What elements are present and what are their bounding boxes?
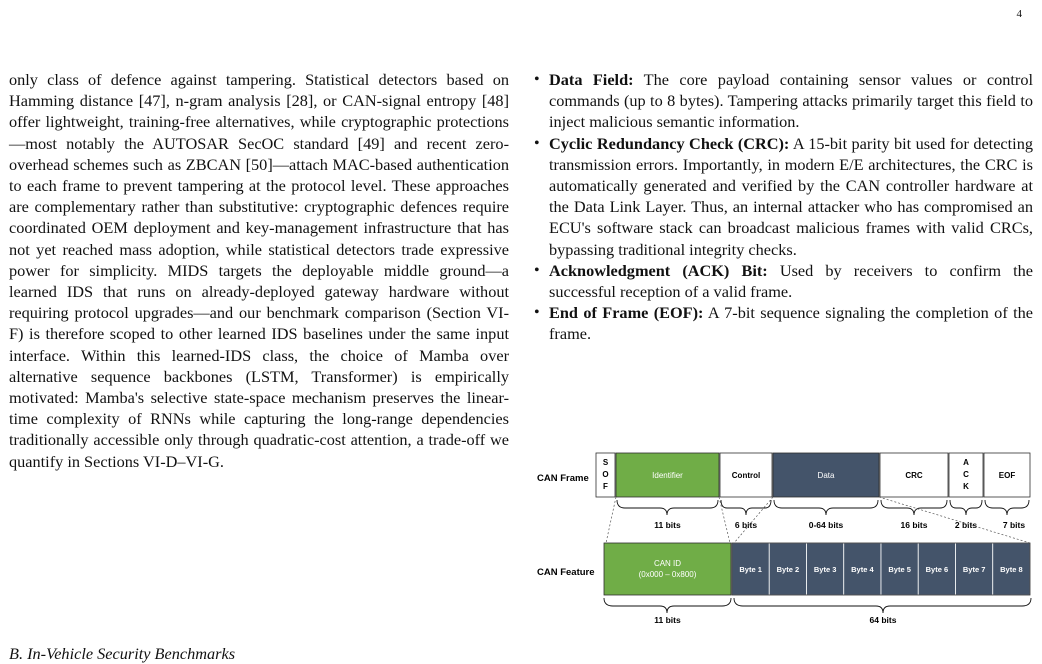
feature-byte-label: Byte 4 xyxy=(851,565,874,574)
bullet-term: Data Field: xyxy=(549,70,634,89)
brace-identifier xyxy=(617,500,718,515)
bits-identifier: 11 bits xyxy=(654,520,681,530)
bullet-term: Acknowledgment (ACK) Bit: xyxy=(549,260,768,280)
field-control-label: Control xyxy=(731,471,761,480)
section-heading: B. In-Vehicle Security Benchmarks xyxy=(9,644,236,663)
bullet-term: End of Frame (EOF): xyxy=(549,303,704,323)
can-frame-figure xyxy=(534,447,1034,632)
label-can-feature: CAN Feature xyxy=(537,567,595,578)
feature-byte-label: Byte 3 xyxy=(813,565,837,574)
bits-data: 0-64 bits xyxy=(808,520,844,530)
map-line-id-left xyxy=(606,497,616,543)
bullet-ack xyxy=(533,260,1033,302)
right-column xyxy=(533,69,1033,345)
ack-letter-a: A xyxy=(963,458,969,467)
can-feature-row xyxy=(604,543,1030,595)
field-data-label: Data xyxy=(817,471,835,480)
sof-letter-o: O xyxy=(602,470,609,479)
brace-control xyxy=(721,500,771,515)
field-crc-label: CRC xyxy=(905,471,923,480)
bullet-text: A 15-bit parity bit used for detecting transmission errors. Importantly, in modern E/E architectures, the CRC is automatically generated and verified by the CAN controller hardware at the Data Link Layer. Thus, an internal attacker who has compromised an ECU's software stack can broadcast malicious frames with valid CRCs, bypassing traditional integrity checks. xyxy=(549,133,1033,259)
ack-letter-c: C xyxy=(963,470,969,479)
sof-letter-f: F xyxy=(603,482,608,491)
left-column xyxy=(9,69,509,472)
feature-byte-label: Byte 5 xyxy=(888,565,911,574)
bits-bytes: 64 bits xyxy=(869,615,897,625)
feature-byte-label: Byte 6 xyxy=(925,565,949,574)
brace-eof xyxy=(985,500,1029,515)
bits-control: 6 bits xyxy=(734,520,758,530)
feature-can-id xyxy=(604,543,731,595)
page-number: 4 xyxy=(1016,8,1022,20)
frame-bit-labels xyxy=(654,520,1025,530)
bullet-text: A 7-bit sequence signaling the completion of the frame. xyxy=(549,303,1033,344)
field-definition-list xyxy=(533,69,1033,345)
feature-can-id-label: CAN ID xyxy=(653,559,682,568)
bullet-data-field xyxy=(533,69,1033,133)
feature-byte-label: Byte 7 xyxy=(962,565,986,574)
feature-can-id-range: (0x000 – 0x800) xyxy=(638,570,697,579)
bits-crc: 16 bits xyxy=(900,520,928,530)
can-frame-diagram xyxy=(534,447,1034,632)
ack-letter-k: K xyxy=(963,482,969,491)
feature-byte-label: Byte 8 xyxy=(1000,565,1023,574)
frame-braces xyxy=(617,500,1029,515)
bits-eof: 7 bits xyxy=(1002,520,1026,530)
sof-letter-s: S xyxy=(602,458,609,467)
feature-byte-cells xyxy=(732,543,1030,595)
feature-byte-label: Byte 1 xyxy=(739,565,762,574)
brace-bytes xyxy=(734,598,1031,613)
can-frame-row xyxy=(596,453,1030,497)
bits-can-id: 11 bits xyxy=(654,615,681,625)
feature-byte-label: Byte 2 xyxy=(776,565,800,574)
label-can-frame: CAN Frame xyxy=(537,473,589,484)
body-paragraph: only class of defence against tampering. Statistical detectors based on Hamming distance [47], n-gram analysis [28], or CAN-signal entropy [48] offer lightweight, training-free alternatives, while cryptographic protections—most notably the AUTOSAR SecOC standard [49] and recent zero-overhead schemes such as ZBCAN [50]—attach MAC-based authentication to each frame to prevent tampering at the protocol level. These approaches are complementary rather than substitutive: cryptographic defences require coordinated OEM deployment and key-management infrastructure that has not yet reached mass adoption, while statistical detectors trade expressive power for simplicity. MIDS targets the deployable middle ground—a learned IDS that runs on already-deployed gateway hardware without requiring protocol upgrades—and our benchmark comparison (Section VI-F) is therefore scoped to other learned IDS baselines under the same input interface. Within this learned-IDS class, the choice of Mamba over alternative sequence backbones (LSTM, Transformer) is empirically motivated: Mamba's selective state-space mechanism preserves the linear-time complexity of RNNs while capturing the long-range dependencies traditionally accessible only through quadratic-cost attention, a trade-off we quantify in Sections VI-D–VI-G. xyxy=(9,70,509,471)
field-identifier-label: Identifier xyxy=(652,471,683,480)
brace-ack xyxy=(950,500,982,515)
bullet-crc xyxy=(533,133,1033,260)
bullet-text: The core payload containing sensor values or control commands (up to 8 bytes). Tampering attacks primarily target this field to inject malicious semantic information. xyxy=(549,70,1033,132)
bullet-text: Used by receivers to confirm the successful reception of a valid frame. xyxy=(549,260,1034,302)
brace-can-id xyxy=(604,598,731,613)
brace-data xyxy=(774,500,878,515)
bits-ack: 2 bits xyxy=(954,520,978,530)
feature-braces xyxy=(604,598,1031,613)
map-line-id-right xyxy=(719,497,730,543)
bullet-term: Cyclic Redundancy Check (CRC): xyxy=(549,133,790,153)
field-eof-label: EOF xyxy=(998,471,1016,480)
bullet-eof xyxy=(533,302,1033,344)
